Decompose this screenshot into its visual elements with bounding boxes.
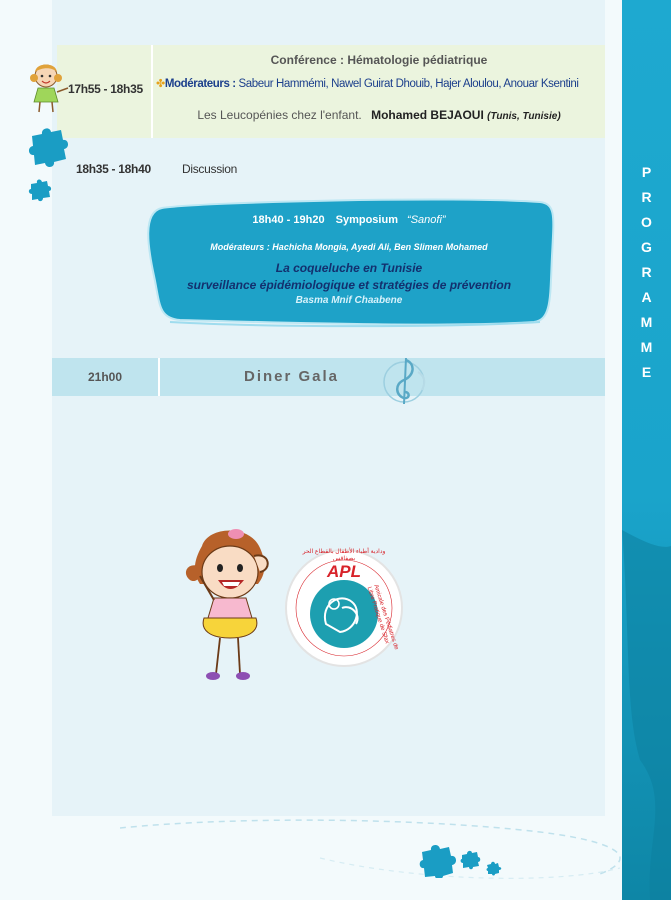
symposium-title-line1: La coqueluche en Tunisie (275, 261, 423, 275)
programme-letter: M (640, 339, 653, 355)
symposium-moderators: Modérateurs : Hachicha Mongia, Ayedi Ali, Ben Slimen Mohamed (210, 242, 488, 252)
programme-letter: R (641, 264, 652, 280)
puzzle-piece-icon (418, 840, 458, 878)
symposium-sponsor: “Sanofi” (407, 214, 446, 226)
apl-initials: APL (327, 562, 361, 581)
puzzle-piece-icon (460, 848, 482, 870)
moderator-pin-icon: ✤ (156, 78, 165, 90)
programme-letter: P (641, 164, 652, 180)
talk-affiliation: (Tunis, Tunisie) (487, 111, 561, 122)
girl-clipart-icon (26, 58, 70, 114)
puzzle-piece-icon (28, 176, 52, 202)
symposium-time: 18h40 - 19h20 (252, 214, 325, 226)
conference-title: Conférence : Hématologie pédiatrique (270, 53, 488, 67)
apl-logo (280, 544, 410, 670)
programme-letter: G (641, 239, 652, 255)
symposium-speaker: Basma Mnif Chaabene (295, 295, 403, 306)
gala-time: 21h00 (88, 370, 123, 384)
symposium-label: Symposium (335, 214, 398, 226)
programme-letter: R (641, 189, 652, 205)
gala-title: Diner Gala (244, 368, 340, 385)
talk-title: Les Leucopénies chez l'enfant. (197, 108, 362, 122)
programme-letter: A (641, 289, 652, 305)
programme-letter: M (640, 314, 653, 330)
symposium-heading (140, 214, 558, 226)
conference-time: 17h55 - 18h35 (68, 82, 143, 96)
moderators-label: Modérateurs : (164, 78, 236, 90)
conference-moderators (156, 77, 606, 90)
bottom-dashed-swirl (120, 818, 640, 888)
logo-arabic-text: ودادية أطباء الأطفال بالقطاع الحر بصفاقس (302, 549, 386, 562)
discussion-label: Discussion (182, 162, 238, 176)
music-note-icon (378, 352, 436, 408)
programme-letter: E (641, 364, 652, 380)
symposium-title-line2: surveillance épidémiologique et stratégies de prévention (186, 278, 512, 292)
logo-arc-text: Amicale des Pédiatres de Libre Pratique de Sfax (365, 584, 400, 651)
conference-talk (153, 108, 605, 122)
puzzle-piece-icon (486, 860, 502, 876)
cartoon-girl-illustration (180, 526, 276, 686)
gala-divider (158, 358, 160, 396)
programme-letter: O (641, 214, 652, 230)
talk-speaker: Mohamed BEJAOUI (371, 108, 484, 122)
discussion-time: 18h35 - 18h40 (76, 162, 151, 176)
puzzle-piece-icon (26, 122, 70, 168)
moderators-names: Sabeur Hammémi, Nawel Guirat Dhouib, Hajer Aloulou, Anouar Ksentini (238, 78, 579, 90)
programme-vertical-title (622, 160, 671, 385)
